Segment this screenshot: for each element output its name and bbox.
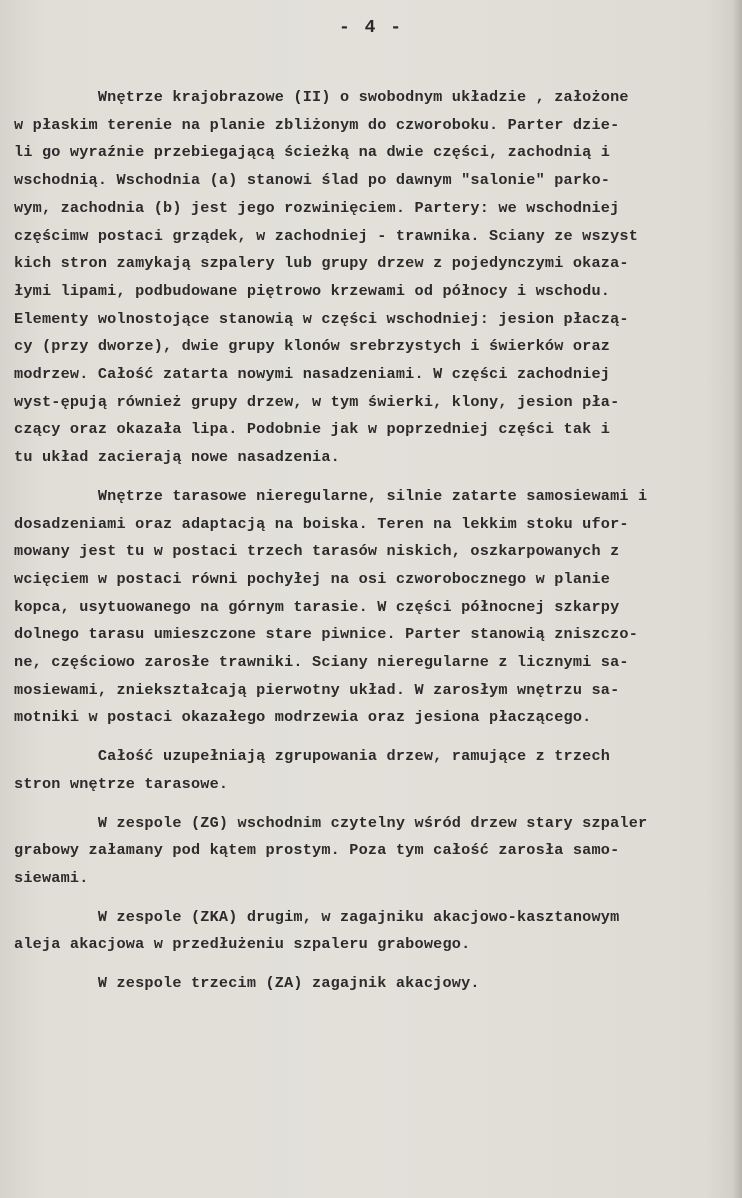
text-line: W zespole (ZG) wschodnim czytelny wśród drzew stary szpaler [14, 813, 648, 832]
text-line: wyst-ępują również grupy drzew, w tym świerki, klony, jesion pła- [14, 392, 620, 411]
document-body [14, 84, 732, 998]
page-number: - 4 - [338, 18, 403, 38]
text-line: łymi lipami, podbudowane piętrowo krzewami od północy i wschodu. [14, 281, 611, 300]
text-line: kich stron zamykają szpalery lub grupy drzew z pojedynczymi okaza- [14, 254, 629, 273]
text-line: kopca, usytuowanego na górnym tarasie. W części północnej szkarpy [14, 597, 620, 616]
text-line: dosadzeniami oraz adaptacją na boiska. Teren na lekkim stoku ufor- [14, 514, 629, 533]
text-line: wym, zachodnia (b) jest jego rozwinięciem. Partery: we wschodniej [14, 198, 620, 217]
text-line: czący oraz okazała lipa. Podobnie jak w poprzedniej części tak i [14, 420, 611, 439]
text-line: wschodnią. Wschodnia (a) stanowi ślad po dawnym "salonie" parko- [14, 171, 611, 190]
text-line: W zespole (ZKA) drugim, w zagajniku akacjowo-kasztanowym [14, 907, 620, 926]
text-line: siewami. [14, 868, 89, 887]
text-line: tu układ zacierają nowe nasadzenia. [14, 448, 340, 467]
text-line: li go wyraźnie przebiegającą ścieżką na dwie części, zachodnią i [14, 143, 611, 162]
text-line: cy (przy dworze), dwie grupy klonów srebrzystych i świerków oraz [14, 337, 611, 356]
text-line: dolnego tarasu umieszczone stare piwnice. Parter stanowią zniszczo- [14, 625, 639, 644]
text-line: Elementy wolnostojące stanowią w części wschodniej: jesion płaczą- [14, 309, 629, 328]
text-line: Całość uzupełniają zgrupowania drzew, ramujące z trzech [14, 747, 611, 766]
text-line: częścimw postaci grządek, w zachodniej - trawnika. Sciany ze wszyst [14, 226, 639, 245]
text-line: w płaskim terenie na planie zbliżonym do czworoboku. Parter dzie- [14, 115, 620, 134]
text-line: ne, częściowo zarosłe trawniki. Sciany nieregularne z licznymi sa- [14, 653, 629, 672]
text-line: aleja akacjowa w przedłużeniu szpaleru grabowego. [14, 935, 471, 954]
page-edge-shadow [732, 0, 742, 1198]
text-line: motniki w postaci okazałego modrzewia oraz jesiona płaczącego. [14, 708, 592, 727]
text-line: mosiewami, zniekształcają pierwotny układ. W zarosłym wnętrzu sa- [14, 680, 620, 699]
text-line: mowany jest tu w postaci trzech tarasów niskich, oszkarpowanych z [14, 542, 620, 561]
text-line: W zespole trzecim (ZA) zagajnik akacjowy. [14, 974, 480, 993]
text-line: grabowy załamany pod kątem prostym. Poza tym całość zarosła samo- [14, 841, 620, 860]
text-line: modrzew. Całość zatarta nowymi nasadzeniami. W części zachodniej [14, 365, 611, 384]
text-line: Wnętrze tarasowe nieregularne, silnie zatarte samosiewami i [14, 486, 648, 505]
text-line: stron wnętrze tarasowe. [14, 774, 229, 793]
text-line: wcięciem w postaci równi pochyłej na osi czworobocznego w planie [14, 569, 611, 588]
text-line: Wnętrze krajobrazowe (II) o swobodnym układzie , założone [14, 88, 629, 106]
